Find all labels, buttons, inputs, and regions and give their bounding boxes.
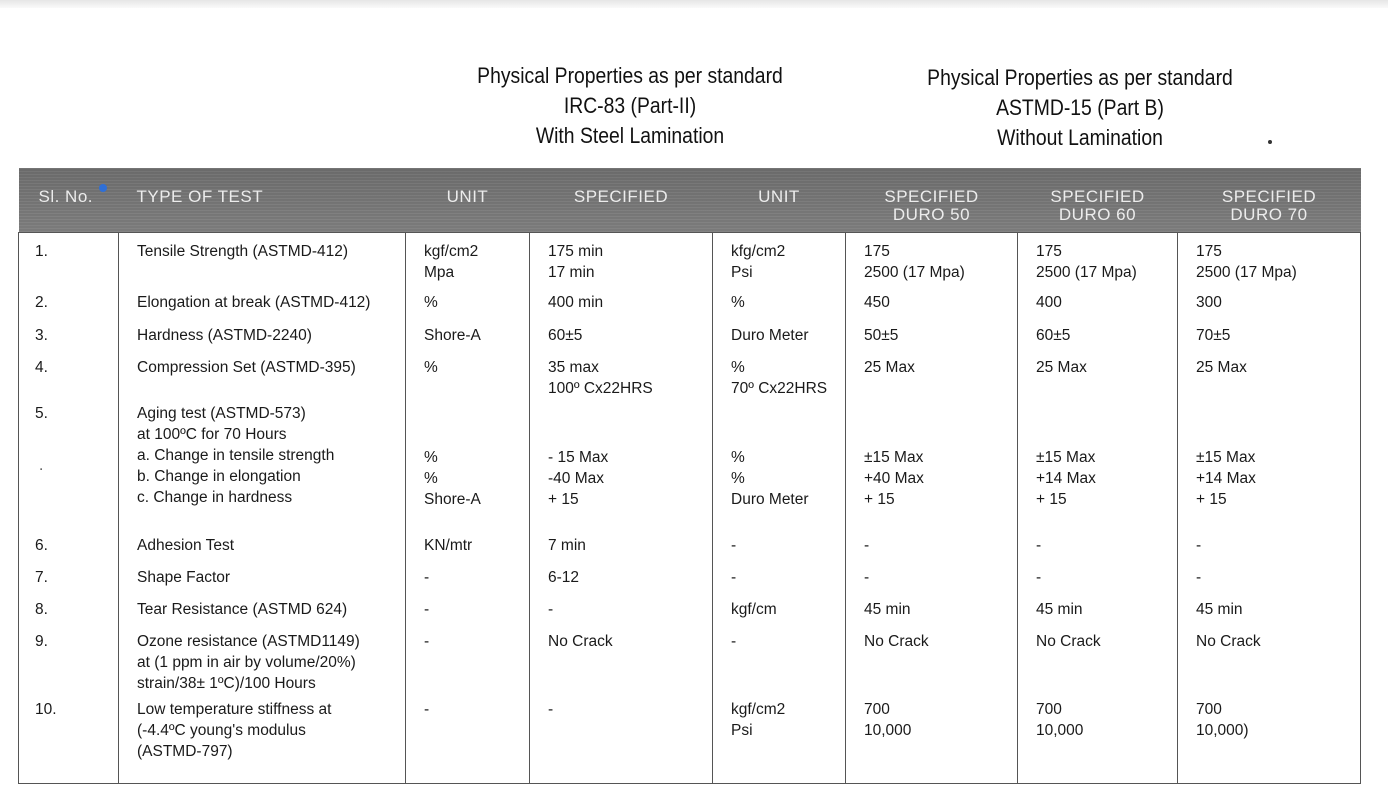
- serial-number-cell: [19, 355, 119, 401]
- duro-50-cell: [846, 597, 1018, 629]
- cell-value: 25 Max: [864, 359, 915, 376]
- test-name-cell: [119, 401, 406, 533]
- test-name-cell: [119, 697, 406, 784]
- duro-50-cell: [846, 533, 1018, 565]
- unit-astm-cell: [713, 697, 846, 784]
- scan-speck: [1268, 140, 1272, 144]
- cell-value: 50±5: [864, 327, 899, 344]
- serial-number-cell: [19, 597, 119, 629]
- cell-value: Shore-A: [424, 491, 481, 508]
- serial-number: 4.: [35, 359, 48, 376]
- duro-50-cell: [846, 629, 1018, 697]
- test-name-line: Tear Resistance (ASTMD 624): [137, 601, 348, 618]
- specified-cell: [530, 629, 713, 697]
- sub-item-marker: .: [39, 457, 44, 474]
- cell-value: -: [424, 569, 430, 586]
- cell-value: -: [424, 601, 430, 618]
- cell-value: -: [1196, 537, 1202, 554]
- unit-cell: [406, 289, 530, 322]
- cell-value: + 15: [548, 491, 579, 508]
- cell-value: %: [424, 470, 438, 487]
- serial-number: 6.: [35, 537, 48, 554]
- heading-line: Without Lamination: [997, 125, 1163, 150]
- cell-value: kgf/cm: [731, 601, 777, 618]
- cell-value: 300: [1196, 294, 1222, 311]
- heading-line: With Steel Lamination: [535, 123, 725, 148]
- duro-60-cell: [1018, 322, 1178, 355]
- table-row: [19, 322, 1361, 355]
- test-name-line: Hardness (ASTMD-2240): [137, 327, 312, 344]
- header-specified: SPECIFIED: [530, 168, 713, 233]
- table-row: [19, 697, 1361, 784]
- cell-value: ±15 Max: [1196, 449, 1256, 466]
- cell-value: -: [1036, 569, 1042, 586]
- cell-value: %: [424, 359, 438, 376]
- table-row: [19, 533, 1361, 565]
- duro-70-cell: [1178, 233, 1361, 290]
- specified-cell: [530, 697, 713, 784]
- cell-value: -: [864, 569, 870, 586]
- cell-value: + 15: [864, 491, 895, 508]
- specified-cell: [530, 322, 713, 355]
- cell-value: No Crack: [1196, 633, 1261, 650]
- header-specified-duro-60: SPECIFIED DURO 60: [1018, 168, 1178, 233]
- blue-dot-icon: [99, 184, 107, 192]
- cell-value: %: [731, 470, 745, 487]
- serial-number-cell: [19, 233, 119, 290]
- duro-70-cell: [1178, 533, 1361, 565]
- unit-astm-cell: [713, 565, 846, 597]
- unit-cell: [406, 533, 530, 565]
- duro-70-cell: [1178, 401, 1361, 533]
- specified-cell: [530, 289, 713, 322]
- test-name-cell: [119, 629, 406, 697]
- duro-70-cell: [1178, 565, 1361, 597]
- duro-60-cell: [1018, 565, 1178, 597]
- duro-70-cell: [1178, 355, 1361, 401]
- duro-60-cell: [1018, 533, 1178, 565]
- duro-60-cell: [1018, 697, 1178, 784]
- duro-70-cell: [1178, 597, 1361, 629]
- test-name-line: b. Change in elongation: [137, 468, 301, 485]
- header-unit: UNIT: [406, 168, 530, 233]
- duro-70-cell: [1178, 629, 1361, 697]
- cell-value: Psi: [731, 722, 753, 739]
- cell-value: Duro Meter: [731, 327, 809, 344]
- cell-value: 2500 (17 Mpa): [1036, 264, 1137, 281]
- heading-line: Physical Properties as per standard: [477, 63, 783, 88]
- unit-astm-cell: [713, 289, 846, 322]
- header-specified-duro-70: SPECIFIED DURO 70: [1178, 168, 1361, 233]
- cell-value: -: [424, 701, 430, 718]
- serial-number-cell: [19, 533, 119, 565]
- serial-number-cell: [19, 401, 119, 533]
- test-name-line: Adhesion Test: [137, 537, 235, 554]
- cell-value: 10,000: [864, 722, 912, 739]
- cell-value: 700: [1036, 701, 1062, 718]
- serial-number: 1.: [35, 243, 48, 260]
- cell-value: -: [864, 537, 870, 554]
- cell-value: 10,000): [1196, 722, 1249, 739]
- duro-50-cell: [846, 322, 1018, 355]
- cell-value: 400 min: [548, 294, 604, 311]
- serial-number-cell: [19, 322, 119, 355]
- cell-value: 700: [864, 701, 890, 718]
- cell-value: -: [1196, 569, 1202, 586]
- physical-properties-table: [18, 168, 1361, 784]
- serial-number-cell: [19, 565, 119, 597]
- cell-value: 175: [864, 243, 890, 260]
- cell-value: 10,000: [1036, 722, 1084, 739]
- cell-value: 60±5: [548, 327, 583, 344]
- cell-value: %: [731, 359, 745, 376]
- serial-number: 7.: [35, 569, 48, 586]
- scan-edge: [0, 0, 1388, 8]
- test-name-cell: [119, 355, 406, 401]
- cell-value: No Crack: [864, 633, 929, 650]
- cell-value: %: [424, 294, 438, 311]
- cell-value: 700: [1196, 701, 1222, 718]
- specified-cell: [530, 233, 713, 290]
- cell-value: kfg/cm2: [731, 243, 786, 260]
- duro-70-cell: [1178, 289, 1361, 322]
- cell-value: Duro Meter: [731, 491, 809, 508]
- unit-cell: [406, 565, 530, 597]
- cell-value: 25 Max: [1036, 359, 1087, 376]
- test-name-line: (ASTMD-797): [137, 743, 233, 760]
- cell-value: +40 Max: [864, 470, 924, 487]
- duro-50-cell: [846, 401, 1018, 533]
- unit-astm-cell: [713, 629, 846, 697]
- cell-value: - 15 Max: [548, 449, 609, 466]
- test-name-cell: [119, 233, 406, 290]
- unit-cell: [406, 597, 530, 629]
- cell-value: -: [1036, 537, 1042, 554]
- unit-cell: [406, 322, 530, 355]
- unit-astm-cell: [713, 597, 846, 629]
- header-type-of-test: TYPE OF TEST: [119, 168, 406, 233]
- serial-number: 3.: [35, 327, 48, 344]
- test-name-line: Ozone resistance (ASTMD1149): [137, 633, 360, 650]
- test-name-line: at 100ºC for 70 Hours: [137, 426, 287, 443]
- serial-number: 8.: [35, 601, 48, 618]
- cell-value: KN/mtr: [424, 537, 473, 554]
- table-row: [19, 233, 1361, 290]
- specified-cell: [530, 533, 713, 565]
- cell-value: kgf/cm2: [731, 701, 786, 718]
- cell-value: +14 Max: [1036, 470, 1096, 487]
- test-name-cell: [119, 533, 406, 565]
- serial-number: 9.: [35, 633, 48, 650]
- specified-cell: [530, 355, 713, 401]
- duro-60-cell: [1018, 233, 1178, 290]
- cell-value: 7 min: [548, 537, 586, 554]
- duro-60-cell: [1018, 629, 1178, 697]
- cell-value: 2500 (17 Mpa): [1196, 264, 1297, 281]
- header-unit-astm: UNIT: [713, 168, 846, 233]
- duro-50-cell: [846, 565, 1018, 597]
- specified-cell: [530, 565, 713, 597]
- cell-value: 45 min: [864, 601, 911, 618]
- cell-value: -: [548, 601, 554, 618]
- heading-line: IRC-83 (Part-II): [563, 93, 697, 118]
- test-name-cell: [119, 565, 406, 597]
- cell-value: + 15: [1196, 491, 1227, 508]
- serial-number: 2.: [35, 294, 48, 311]
- test-name-line: strain/38± 1ºC)/100 Hours: [137, 675, 316, 692]
- cell-value: 70±5: [1196, 327, 1231, 344]
- test-name-line: Compression Set (ASTMD-395): [137, 359, 356, 376]
- test-name-line: Tensile Strength (ASTMD-412): [137, 243, 349, 260]
- cell-value: -: [731, 569, 737, 586]
- test-name-line: Aging test (ASTMD-573): [137, 405, 306, 422]
- unit-cell: [406, 355, 530, 401]
- cell-value: %: [424, 449, 438, 466]
- table-body: [19, 233, 1361, 784]
- unit-astm-cell: [713, 355, 846, 401]
- table-row: [19, 565, 1361, 597]
- table-header: [19, 168, 1361, 233]
- cell-value: 35 max: [548, 359, 599, 376]
- header-sl-no: Sl. No.: [19, 168, 119, 233]
- cell-value: %: [731, 449, 745, 466]
- test-name-line: Low temperature stiffness at: [137, 701, 332, 718]
- cell-value: 6-12: [548, 569, 580, 586]
- test-name-cell: [119, 597, 406, 629]
- serial-number-cell: [19, 697, 119, 784]
- serial-number-cell: [19, 289, 119, 322]
- serial-number: 10.: [35, 701, 57, 718]
- test-name-line: c. Change in hardness: [137, 489, 293, 506]
- unit-cell: [406, 233, 530, 290]
- duro-50-cell: [846, 233, 1018, 290]
- cell-value: 175 min: [548, 243, 604, 260]
- cell-value: Shore-A: [424, 327, 481, 344]
- heading-astmd15: [878, 63, 1283, 153]
- cell-value: 175: [1196, 243, 1222, 260]
- cell-value: 45 min: [1036, 601, 1083, 618]
- cell-value: -: [424, 633, 430, 650]
- header-specified-duro-50: SPECIFIED DURO 50: [846, 168, 1018, 233]
- cell-value: 60±5: [1036, 327, 1071, 344]
- test-name-line: Elongation at break (ASTMD-412): [137, 294, 371, 311]
- duro-50-cell: [846, 355, 1018, 401]
- specified-cell: [530, 597, 713, 629]
- test-name-cell: [119, 289, 406, 322]
- cell-value: +14 Max: [1196, 470, 1256, 487]
- serial-number-cell: [19, 629, 119, 697]
- duro-60-cell: [1018, 289, 1178, 322]
- table-row: [19, 401, 1361, 533]
- cell-value: -: [731, 537, 737, 554]
- unit-astm-cell: [713, 533, 846, 565]
- heading-irc83: [428, 61, 833, 151]
- duro-50-cell: [846, 697, 1018, 784]
- cell-value: -40 Max: [548, 470, 604, 487]
- cell-value: kgf/cm2: [424, 243, 479, 260]
- cell-value: ±15 Max: [864, 449, 924, 466]
- cell-value: 70º Cx22HRS: [731, 380, 828, 397]
- cell-value: 45 min: [1196, 601, 1243, 618]
- cell-value: ±15 Max: [1036, 449, 1096, 466]
- test-name-line: Shape Factor: [137, 569, 231, 586]
- table-row: [19, 629, 1361, 697]
- duro-60-cell: [1018, 597, 1178, 629]
- duro-70-cell: [1178, 697, 1361, 784]
- cell-value: No Crack: [1036, 633, 1101, 650]
- cell-value: %: [731, 294, 745, 311]
- cell-value: 175: [1036, 243, 1062, 260]
- unit-astm-cell: [713, 322, 846, 355]
- test-name-line: (-4.4ºC young's modulus: [137, 722, 306, 739]
- unit-cell: [406, 629, 530, 697]
- table-row: [19, 597, 1361, 629]
- cell-value: + 15: [1036, 491, 1067, 508]
- duro-50-cell: [846, 289, 1018, 322]
- unit-cell: [406, 697, 530, 784]
- test-name-line: a. Change in tensile strength: [137, 447, 335, 464]
- duro-60-cell: [1018, 355, 1178, 401]
- cell-value: -: [548, 701, 554, 718]
- unit-astm-cell: [713, 401, 846, 533]
- cell-value: -: [731, 633, 737, 650]
- cell-value: 17 min: [548, 264, 595, 281]
- cell-value: Psi: [731, 264, 753, 281]
- specified-cell: [530, 401, 713, 533]
- table-row: [19, 355, 1361, 401]
- heading-line: Physical Properties as per standard: [927, 65, 1233, 90]
- cell-value: 450: [864, 294, 890, 311]
- cell-value: Mpa: [424, 264, 455, 281]
- cell-value: 25 Max: [1196, 359, 1247, 376]
- unit-astm-cell: [713, 233, 846, 290]
- cell-value: No Crack: [548, 633, 613, 650]
- duro-60-cell: [1018, 401, 1178, 533]
- cell-value: 400: [1036, 294, 1062, 311]
- serial-number: 5.: [35, 405, 48, 422]
- cell-value: 100º Cx22HRS: [548, 380, 653, 397]
- test-name-line: at (1 ppm in air by volume/20%): [137, 654, 356, 671]
- duro-70-cell: [1178, 322, 1361, 355]
- table-row: [19, 289, 1361, 322]
- unit-cell: [406, 401, 530, 533]
- heading-line: ASTMD-15 (Part B): [996, 95, 1164, 120]
- test-name-cell: [119, 322, 406, 355]
- cell-value: 2500 (17 Mpa): [864, 264, 965, 281]
